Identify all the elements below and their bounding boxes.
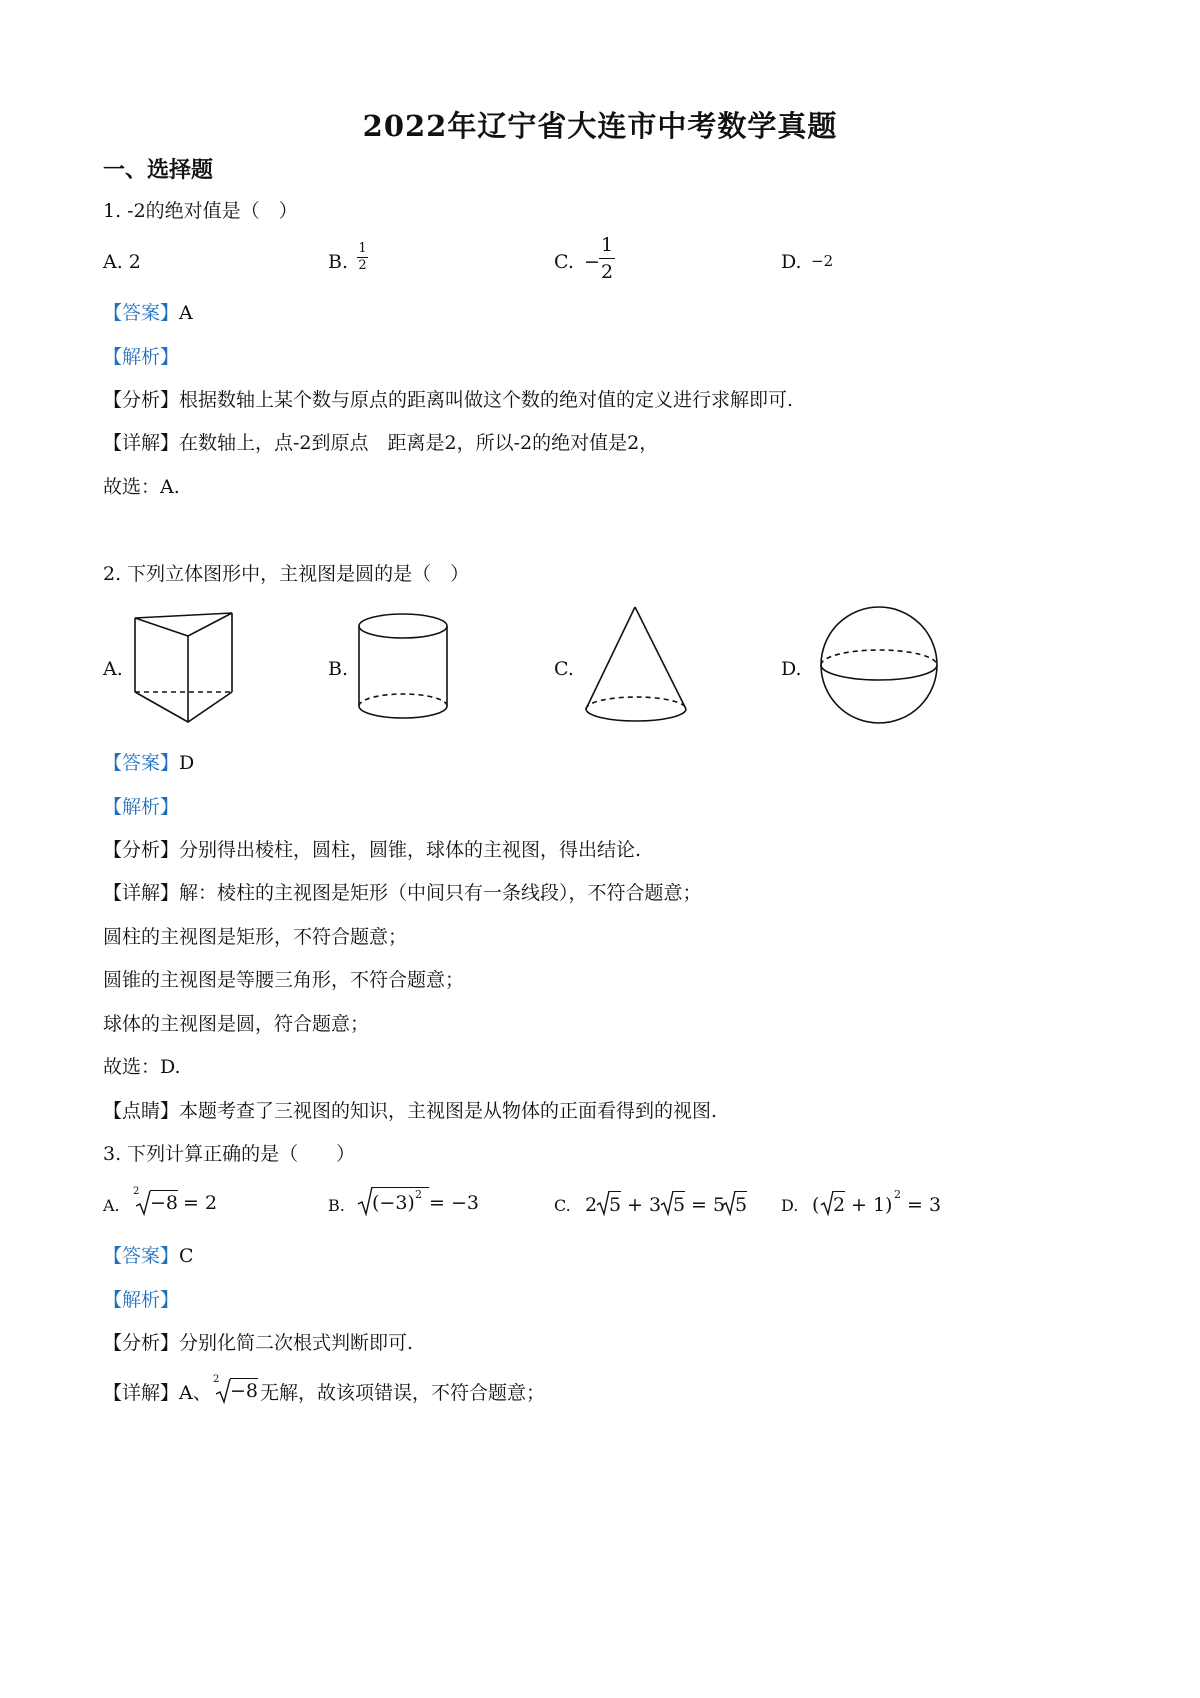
- radical-sign-icon: [820, 1190, 834, 1216]
- q2-detail: [103, 880, 702, 906]
- analysis-tag: 【分析】: [103, 389, 180, 411]
- q1-stem: 1. -2的绝对值是（ ）: [103, 200, 298, 222]
- comment-tag: 【点睛】: [103, 1100, 180, 1122]
- q3-option-d-open: (: [812, 1194, 820, 1216]
- q3-option-c-expression: [585, 1188, 755, 1218]
- q2-analysis: [103, 837, 641, 863]
- q1-option-b-denominator: 2: [358, 258, 367, 273]
- q1-option-b-numerator: 1: [358, 241, 367, 256]
- detail-tag: 【详解】: [103, 882, 180, 904]
- q1-option-d-value: −2: [811, 252, 834, 270]
- q2-detail-text: 解：棱柱的主视图是矩形（中间只有一条线段），不符合题意；: [179, 882, 702, 904]
- radical-sign-icon: [722, 1190, 736, 1216]
- q2-option-a: A.: [103, 658, 123, 680]
- q3-option-d-radicand: 2: [833, 1191, 845, 1216]
- q3-option-b-radicand: (−3): [372, 1187, 429, 1214]
- q1-option-c-fraction: [599, 234, 615, 283]
- section-heading: 一、选择题: [103, 157, 214, 183]
- q1-option-c-numerator: 1: [600, 234, 614, 256]
- detail-tag: 【详解】: [103, 432, 180, 454]
- q3-stem: 3. 下列计算正确的是（ ）: [103, 1143, 356, 1165]
- q3-detail-radical: [213, 1374, 263, 1406]
- answer-tag: 【答案】: [103, 1245, 180, 1267]
- q2-stem: 2. 下列立体图形中，主视图是圆的是（ ）: [103, 563, 470, 585]
- q2-answer-value: D: [179, 752, 195, 774]
- q1-option-a: A. 2: [103, 251, 141, 273]
- q2-option-b: B.: [328, 658, 349, 680]
- fraction-bar: [599, 258, 615, 259]
- q3-option-a-expression: [133, 1186, 253, 1218]
- page-title: 2022年辽宁省大连市中考数学真题: [362, 109, 838, 143]
- q3-option-c-radicand1: 5: [609, 1191, 621, 1216]
- q3-option-b-label: B.: [328, 1196, 345, 1215]
- q2-option-c: C.: [554, 658, 574, 680]
- radical-sign-icon: [357, 1186, 373, 1216]
- q3-detail-radicand: −8: [230, 1380, 259, 1402]
- q2-comment: [103, 1098, 717, 1124]
- q1-option-b-fraction: [357, 242, 368, 273]
- q3-option-d-label: D.: [781, 1196, 799, 1215]
- q2-analysis-heading: 【解析】: [103, 796, 180, 818]
- q3-option-a-index: 2: [133, 1186, 140, 1197]
- radical-sign-icon: [135, 1190, 151, 1216]
- q2-detail-line2: 圆柱的主视图是矩形，不符合题意；: [103, 926, 408, 948]
- q3-detail-index: 2: [213, 1374, 220, 1385]
- analysis-tag: 【分析】: [103, 839, 180, 861]
- q3-analysis-heading: 【解析】: [103, 1289, 180, 1311]
- q1-conclusion: 故选：A.: [103, 476, 180, 498]
- cylinder-figure: [355, 610, 455, 725]
- q3-option-a-radicand: −8: [150, 1192, 179, 1214]
- q3-option-d-exponent: 2: [894, 1188, 901, 1201]
- q2-analysis-text: 分别得出棱柱，圆柱，圆锥，球体的主视图，得出结论.: [179, 839, 642, 861]
- radical-sign-icon: [660, 1190, 674, 1216]
- q2-comment-text: 本题考查了三视图的知识，主视图是从物体的正面看得到的视图.: [179, 1100, 718, 1122]
- q3-option-d-rhs: = 3: [907, 1194, 942, 1216]
- radical-sign-icon: [215, 1378, 231, 1404]
- q3-answer: [103, 1243, 194, 1269]
- q3-analysis: [103, 1330, 413, 1356]
- q2-detail-line4: 球体的主视图是圆，符合题意；: [103, 1013, 370, 1035]
- q3-option-c-plus: + 3: [627, 1194, 662, 1216]
- q3-option-c-eq: = 5: [691, 1194, 726, 1216]
- q3-answer-value: C: [179, 1245, 194, 1267]
- q1-option-c-denominator: 2: [600, 261, 614, 283]
- q1-detail-text: 在数轴上，点-2到原点 距离是2，所以-2的绝对值是2，: [179, 432, 659, 454]
- q3-option-d-expression: [812, 1186, 942, 1218]
- q3-option-b-rhs: = −3: [429, 1192, 479, 1214]
- q3-option-c-label: C.: [554, 1196, 571, 1215]
- cone-figure: [582, 603, 694, 728]
- q2-detail-line3: 圆锥的主视图是等腰三角形，不符合题意；: [103, 969, 465, 991]
- q3-analysis-text: 分别化简二次根式判断即可.: [179, 1332, 414, 1354]
- radical-sign-icon: [596, 1190, 610, 1216]
- q3-option-c-coef1: 2: [585, 1194, 598, 1216]
- q1-option-c-label: C.: [554, 251, 574, 273]
- answer-tag: 【答案】: [103, 752, 180, 774]
- q3-option-a-label: A.: [103, 1196, 120, 1215]
- q3-option-c-radicand2: 5: [673, 1191, 685, 1216]
- q3-option-b-exponent: 2: [415, 1188, 422, 1201]
- q2-answer: [103, 750, 194, 776]
- q1-answer-value: A: [179, 302, 193, 324]
- q2-option-d: D.: [781, 658, 802, 680]
- q1-detail: [103, 430, 658, 456]
- detail-tag: 【详解】: [103, 1382, 180, 1404]
- q1-option-d-label: D.: [781, 251, 802, 273]
- q3-option-a-rhs: = 2: [183, 1192, 218, 1214]
- q3-option-b-expression: [357, 1184, 497, 1218]
- analysis-tag: 【分析】: [103, 1332, 180, 1354]
- answer-tag: 【答案】: [103, 302, 180, 324]
- q1-option-c-sign: −: [584, 251, 600, 273]
- sphere-figure: [812, 605, 952, 730]
- q3-detail: [103, 1380, 212, 1406]
- q3-detail-rest: 无解，故该项错误，不符合题意；: [260, 1382, 546, 1404]
- triangular-prism-figure: [130, 608, 240, 728]
- q3-option-d-mid: + 1): [851, 1194, 893, 1216]
- q1-answer: [103, 300, 193, 326]
- q2-conclusion: 故选：D.: [103, 1056, 181, 1078]
- q1-analysis-heading: 【解析】: [103, 346, 180, 368]
- q1-option-b-label: B.: [328, 251, 349, 273]
- q1-analysis-text: 根据数轴上某个数与原点的距离叫做这个数的绝对值的定义进行求解即可.: [179, 389, 794, 411]
- q3-option-c-radicand3: 5: [735, 1191, 747, 1216]
- q3-detail-a: A、: [179, 1382, 212, 1404]
- q1-analysis: [103, 387, 793, 413]
